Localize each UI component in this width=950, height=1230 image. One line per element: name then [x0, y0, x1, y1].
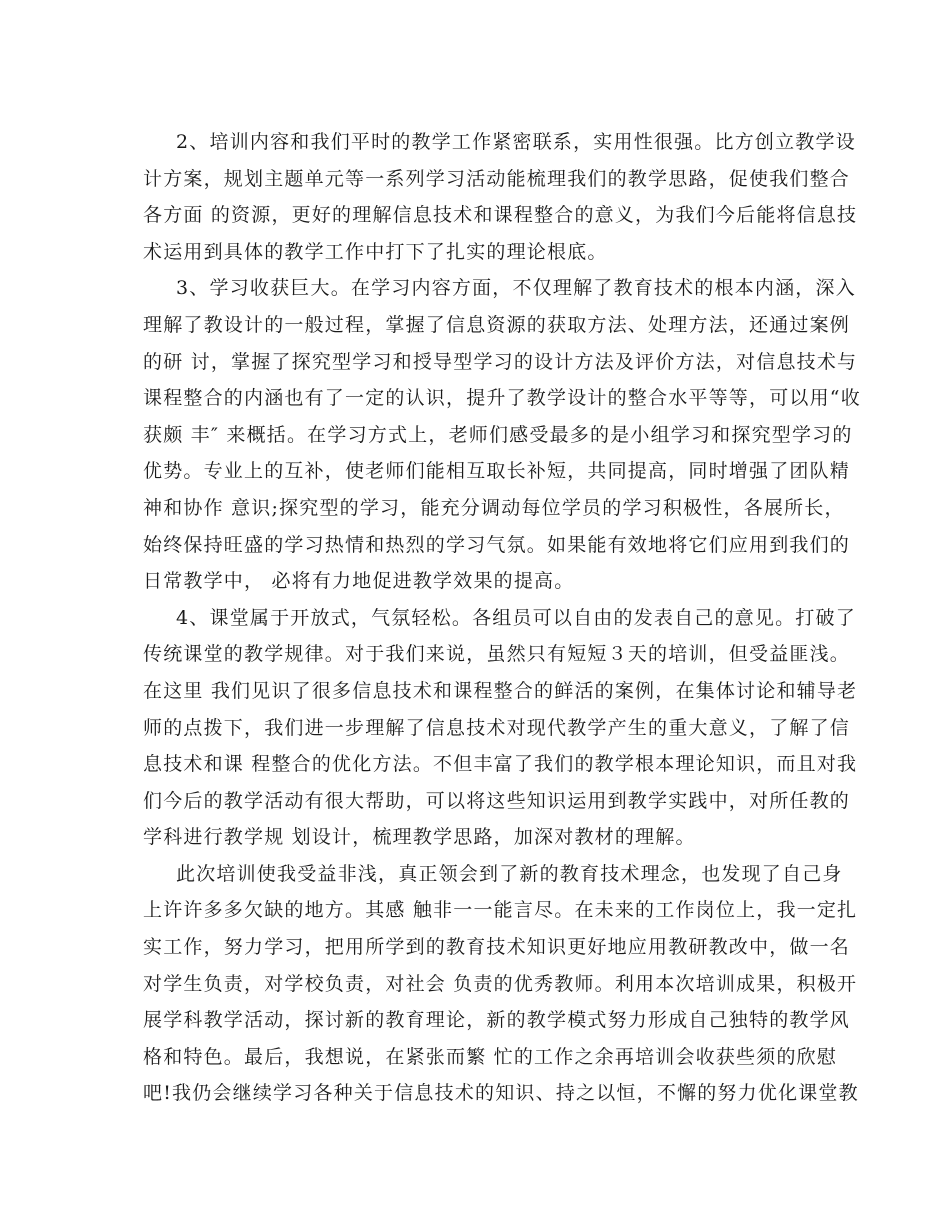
text-line: 获颇 丰″ 来概括。在学习方式上，老师们感受最多的是小组学习和探究型学习的: [143, 423, 853, 446]
text-line: 的研 讨，掌握了探究型学习和授导型学习的设计方法及评价方法，对信息技术与: [143, 350, 858, 373]
text-line: 各方面 的资源，更好的理解信息技术和课程整合的意义，为我们今后能将信息技: [143, 204, 858, 227]
paragraph-4: [143, 600, 858, 856]
text-line: 传统课堂的教学规律。对于我们来说，虽然只有短短３天的培训，但受益匪浅。: [143, 643, 851, 666]
text-line: 2、培训内容和我们平时的教学工作紧密联系，实用性很强。比方创立教学设: [176, 131, 856, 153]
text-line: 吧!我仍会继续学习各种关于信息技术的知识、持之以恒，不懈的努力优化课堂教: [143, 1082, 859, 1105]
text-line: 上许许多多欠缺的地方。其感 触非一一能言尽。在未来的工作岗位上，我一定扎: [143, 899, 858, 922]
text-line: 展学科教学活动，探讨新的教育理论，新的教学模式努力形成自己独特的教学风: [143, 1009, 851, 1032]
text-line: 对学生负责，对学校负责，对社会 负责的优秀教师。利用本次培训成果，积极开: [143, 972, 858, 995]
text-line: 们今后的教学活动有很大帮助，可以将这些知识运用到教学实践中，对所任教的: [143, 789, 851, 812]
text-line: 4、课堂属于开放式，气氛轻松。各组员可以自由的发表自己的意见。打破了: [176, 606, 856, 629]
text-line: 实工作，努力学习，把用所学到的教育技术知识更好地应用教研教改中，做一名: [143, 936, 851, 959]
text-line: 3、学习收获巨大。在学习内容方面，不仅理解了教育技术的根本内涵，深入: [176, 277, 856, 300]
text-line: 师的点拨下，我们进一步理解了信息技术对现代教学产生的重大意义，了解了信: [143, 716, 851, 739]
text-line: 息技术和课 程整合的优化方法。不但丰富了我们的教学根本理论知识，而且对我: [143, 753, 858, 776]
text-line: 理解了教设计的一般过程，掌握了信息资源的获取方法、处理方法，还通过案例: [143, 313, 851, 336]
text-line: 课程整合的内涵也有了一定的认识，提升了教学设计的整合水平等等，可以用“收: [143, 387, 861, 410]
text-line: 学科进行教学规 划设计，梳理教学思路，加深对教材的理解。: [143, 826, 696, 849]
document-body: [143, 124, 861, 1112]
paragraph-conclusion: [143, 856, 859, 1112]
text-line: 神和协作 意识;探究型的学习，能充分调动每位学员的学习积极性，各展所长，: [143, 496, 845, 519]
text-line: 计方案，规划主题单元等一系列学习活动能梳理我们的教学思路，促使我们整合: [143, 167, 851, 190]
paragraph-3: [143, 270, 861, 599]
text-line: 格和特色。最后，我想说，在紧张而繁 忙的工作之余再培训会收获些须的欣慰: [143, 1045, 838, 1068]
text-line: 始终保持旺盛的学习热情和热烈的学习气氛。如果能有效地将它们应用到我们的: [143, 533, 851, 556]
text-line: 此次培训使我受益非浅，真正领会到了新的教育技术理念，也发现了自己身: [176, 862, 843, 885]
text-line: 术运用到具体的教学工作中打下了扎实的理论根底。: [143, 240, 608, 263]
text-line: 日常教学中， 必将有力地促进教学效果的提高。: [143, 570, 575, 593]
paragraph-2: [143, 124, 858, 270]
text-line: 在这里 我们见识了很多信息技术和课程整合的鲜活的案例，在集体讨论和辅导老: [143, 679, 858, 702]
text-line: 优势。专业上的互补，使老师们能相互取长补短，共同提高，同时增强了团队精: [143, 460, 851, 483]
